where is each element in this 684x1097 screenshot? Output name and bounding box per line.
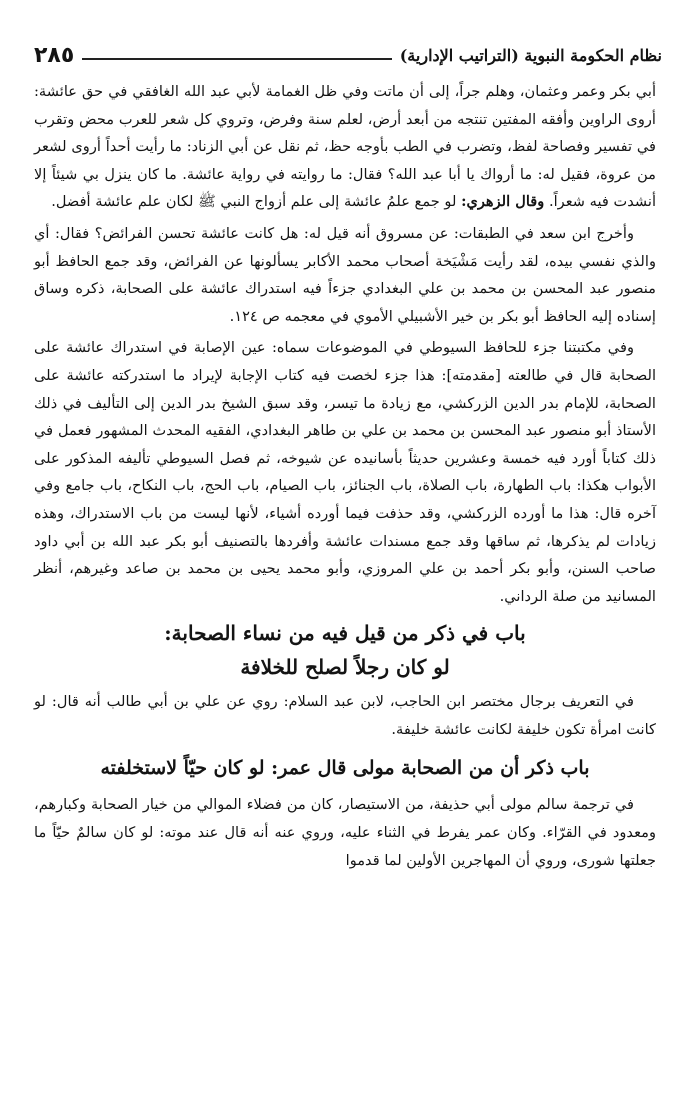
- paragraph-text: لو جمع علمُ عائشة إلى علم أزواج النبي ﷺ لكان علم عائشة أفضل.: [51, 193, 457, 211]
- zuhri-label: وقال الزهري:: [461, 193, 545, 211]
- page-header: [34, 32, 662, 68]
- paragraph-tarif: في التعريف برجال مختصر ابن الحاجب، لابن عبد السلام: روي عن علي بن أبي طالب أنه قال: لو كانت امرأة تكون خليفة لكانت عائشة خليفة.: [34, 693, 656, 738]
- chapter-heading: [34, 616, 656, 684]
- running-title: نظام الحكومة النبوية (التراتيب الإدارية): [399, 46, 662, 65]
- chapter-heading-line-2: لو كان رجلاً لصلح للخلافة: [240, 655, 450, 680]
- chapter-heading-line-1: باب في ذكر من قيل فيه من نساء الصحابة:: [164, 621, 526, 646]
- paragraph-aisha-knowledge: [34, 78, 656, 216]
- paragraph-suyuti: وفي مكتبتنا جزء للحافظ السيوطي في الموضوعات سماه: عين الإصابة في استدراك عائشة على الصحابة قال في طالعته [مقدمته]: هذا جزء لخصت فيه كتاب الإجابة لإيراد ما استدركته عائشة على الصحابة، للإمام بدر الدين الزركشي، مع زيادة ما تيسر، وقد سبق الشيخ بدر الدين إلى التأليف في ذلك الأستاذ أبو منصور عبد المحسن بن محمد بن علي بن طاهر البغدادي، الفقيه المحدث المشهور فعمل في ذلك كتاباً أورد فيه خمسة وعشرين حديثاً بأسانيده عن شيوخه، ثم فصل السيوطي تأليفه المذكور على الأبواب هكذا: باب الطهارة، باب الصلاة، باب الجنائز، باب الصيام، باب الحج، باب النكاح، باب جامع وفي آخره قال: هذا ما أورده الزركشي، وقد حذفت فيما أورده أشياء، لأنها ليست من باب الاستدراك، وهذه زيادات لم يذكرها، ثم ساقها وقد جمع مسندات عائشة وأفردها بالتصنيف أبو بكر عبد الله بن أبي داود صاحب السنن، وأبو بكر أحمد بن علي المروزي، وأبو محمد يحيى بن محمد بن صاعد وغيرهم، أنظر المسانيد من صلة الرداني.: [34, 339, 656, 605]
- page-number: ٢٨٥: [34, 43, 75, 68]
- paragraph-ibn-saad: وأخرج ابن سعد في الطبقات: عن مسروق أنه قيل له: هل كانت عائشة تحسن الفرائض؟ فقال: أي والذي نفسي بيده، لقد رأيت مَشْيَخة أصحاب محمد الأكابر يسألونها عن الفرائض، وقد جمع الحافظ أبو منصور عبد المحسن بن محمد بن علي البغدادي جزءاً فيه استدراك عائشة على الصحابة، ذكره وساق إسناده إليه الحافظ أبو بكر بن خير الأشبيلي الأموي في معجمه ص ١٢٤.: [34, 224, 656, 325]
- paragraph-salim: في ترجمة سالم مولى أبي حذيفة، من الاستيصار، كان من فضلاء الموالي من خيار الصحابة وكبارهم، ومعدود في القرّاء. وكان عمر يفرط في الثناء عليه، وروي عنه أنه قال عند موته: لو كان سالمٌ حيّاً ما جعلتها شورى، وروي أن المهاجرين الأولين لما قدموا: [34, 796, 656, 869]
- paragraph-text: أبي بكر وعمر وعثمان، وهلم جراً، إلى أن ماتت وفي ظل الغمامة لأبي عبد الله الغافقي في حق عائشة: أروى الراوين وأفقه المفتين تنتجه من أبعد أرض، لعلم سنة وفرض، وتروي كل شعر للعرب محض وتقرب في تفسير وفصاحة لفظ، وتضرب في الطب بأوجه حظ، ثم نقل عن أبي الزناد: ما رأيت أحداً أروى لشعر من عروة، فقيل له: ما أرواك يا أبا عبد الله؟ فقال: ما روايته في رواية عائشة. ما كان ينزل بي شيئاً إلا أنشدت فيه شعراً.: [34, 83, 656, 211]
- page-body: [34, 78, 656, 1077]
- header-rule: [82, 58, 391, 60]
- section-heading: باب ذكر أن من الصحابة مولى قال عمر: لو كان حيّاً لاستخلفته: [100, 757, 590, 780]
